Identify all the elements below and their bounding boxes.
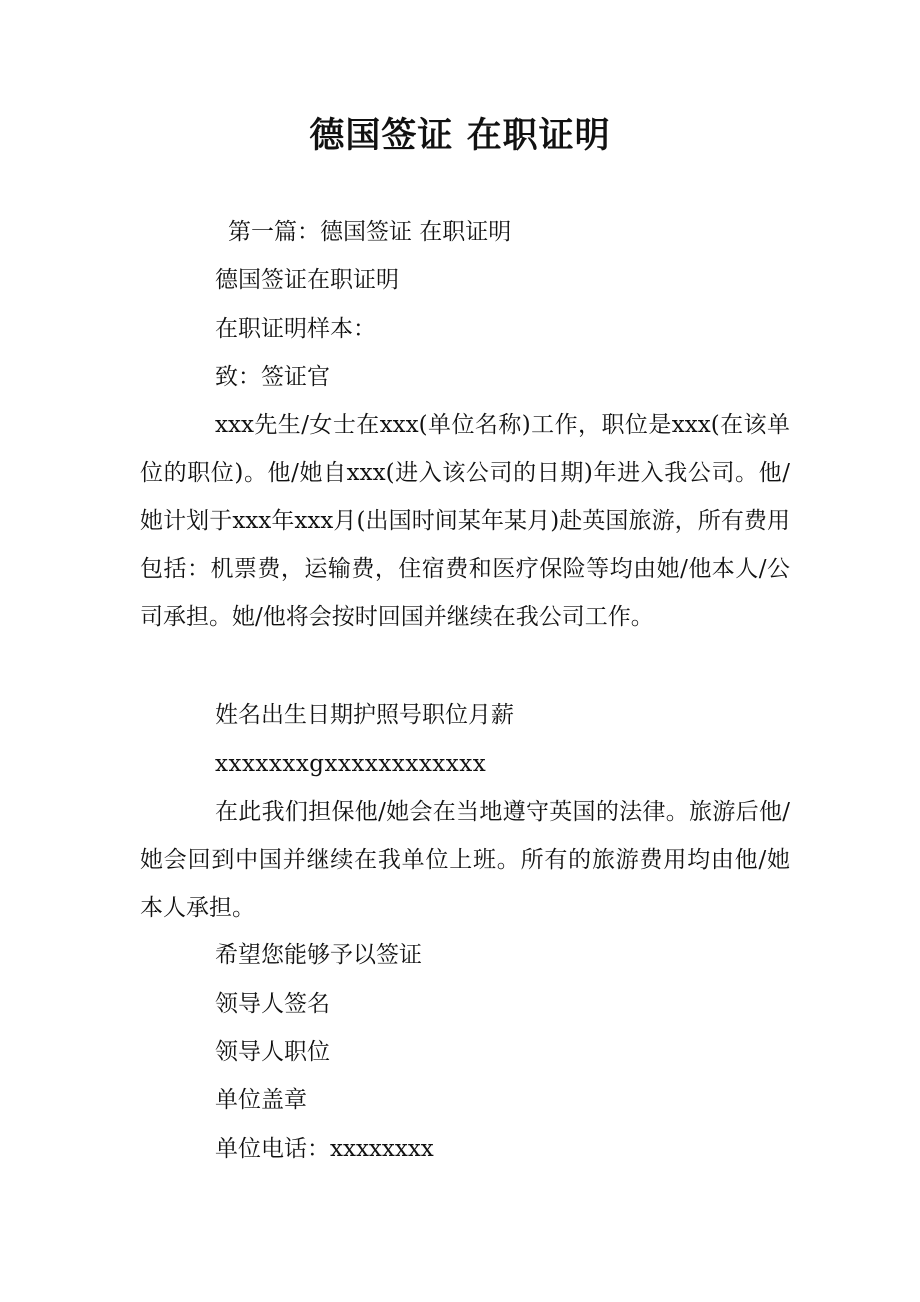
table-values-line: xxxxxxxgxxxxxxxxxxxx [215, 751, 487, 777]
closing-line: 希望您能够予以签证 [215, 942, 422, 968]
sample-label: 在职证明样本： [215, 316, 376, 342]
employment-paragraph: xxx先生/女士在xxx(单位名称)工作，职位是xxx(在该单位的职位)。他/她自xxx(进入该公司的日期)年进入我公司。他/她计划于xxx年xxx月(出国时间某年某月)赴英国旅游，所有费用包括：机票费，运输费，住宿费和医疗保险等均由她/他本人/公司承担。她/他将会按时回国并继续在我公司工作。 [140, 412, 790, 630]
document-title: 德国签证 在职证明 [309, 115, 611, 156]
company-phone-line: 单位电话：xxxxxxxx [215, 1136, 434, 1162]
leader-position-line: 领导人职位 [215, 1039, 330, 1065]
leader-signature-line: 领导人签名 [215, 991, 330, 1017]
guarantee-paragraph: 在此我们担保他/她会在当地遵守英国的法律。旅游后他/她会回到中国并继续在我单位上班。所有的旅游费用均由他/她本人承担。 [140, 799, 790, 921]
table-header-line: 姓名出生日期护照号职位月薪 [215, 702, 514, 728]
company-seal-line: 单位盖章 [215, 1087, 307, 1113]
salutation-line: 致：签证官 [215, 364, 330, 390]
subtitle-line: 德国签证在职证明 [215, 267, 399, 293]
section-heading: 第一篇：德国签证 在职证明 [228, 219, 512, 245]
